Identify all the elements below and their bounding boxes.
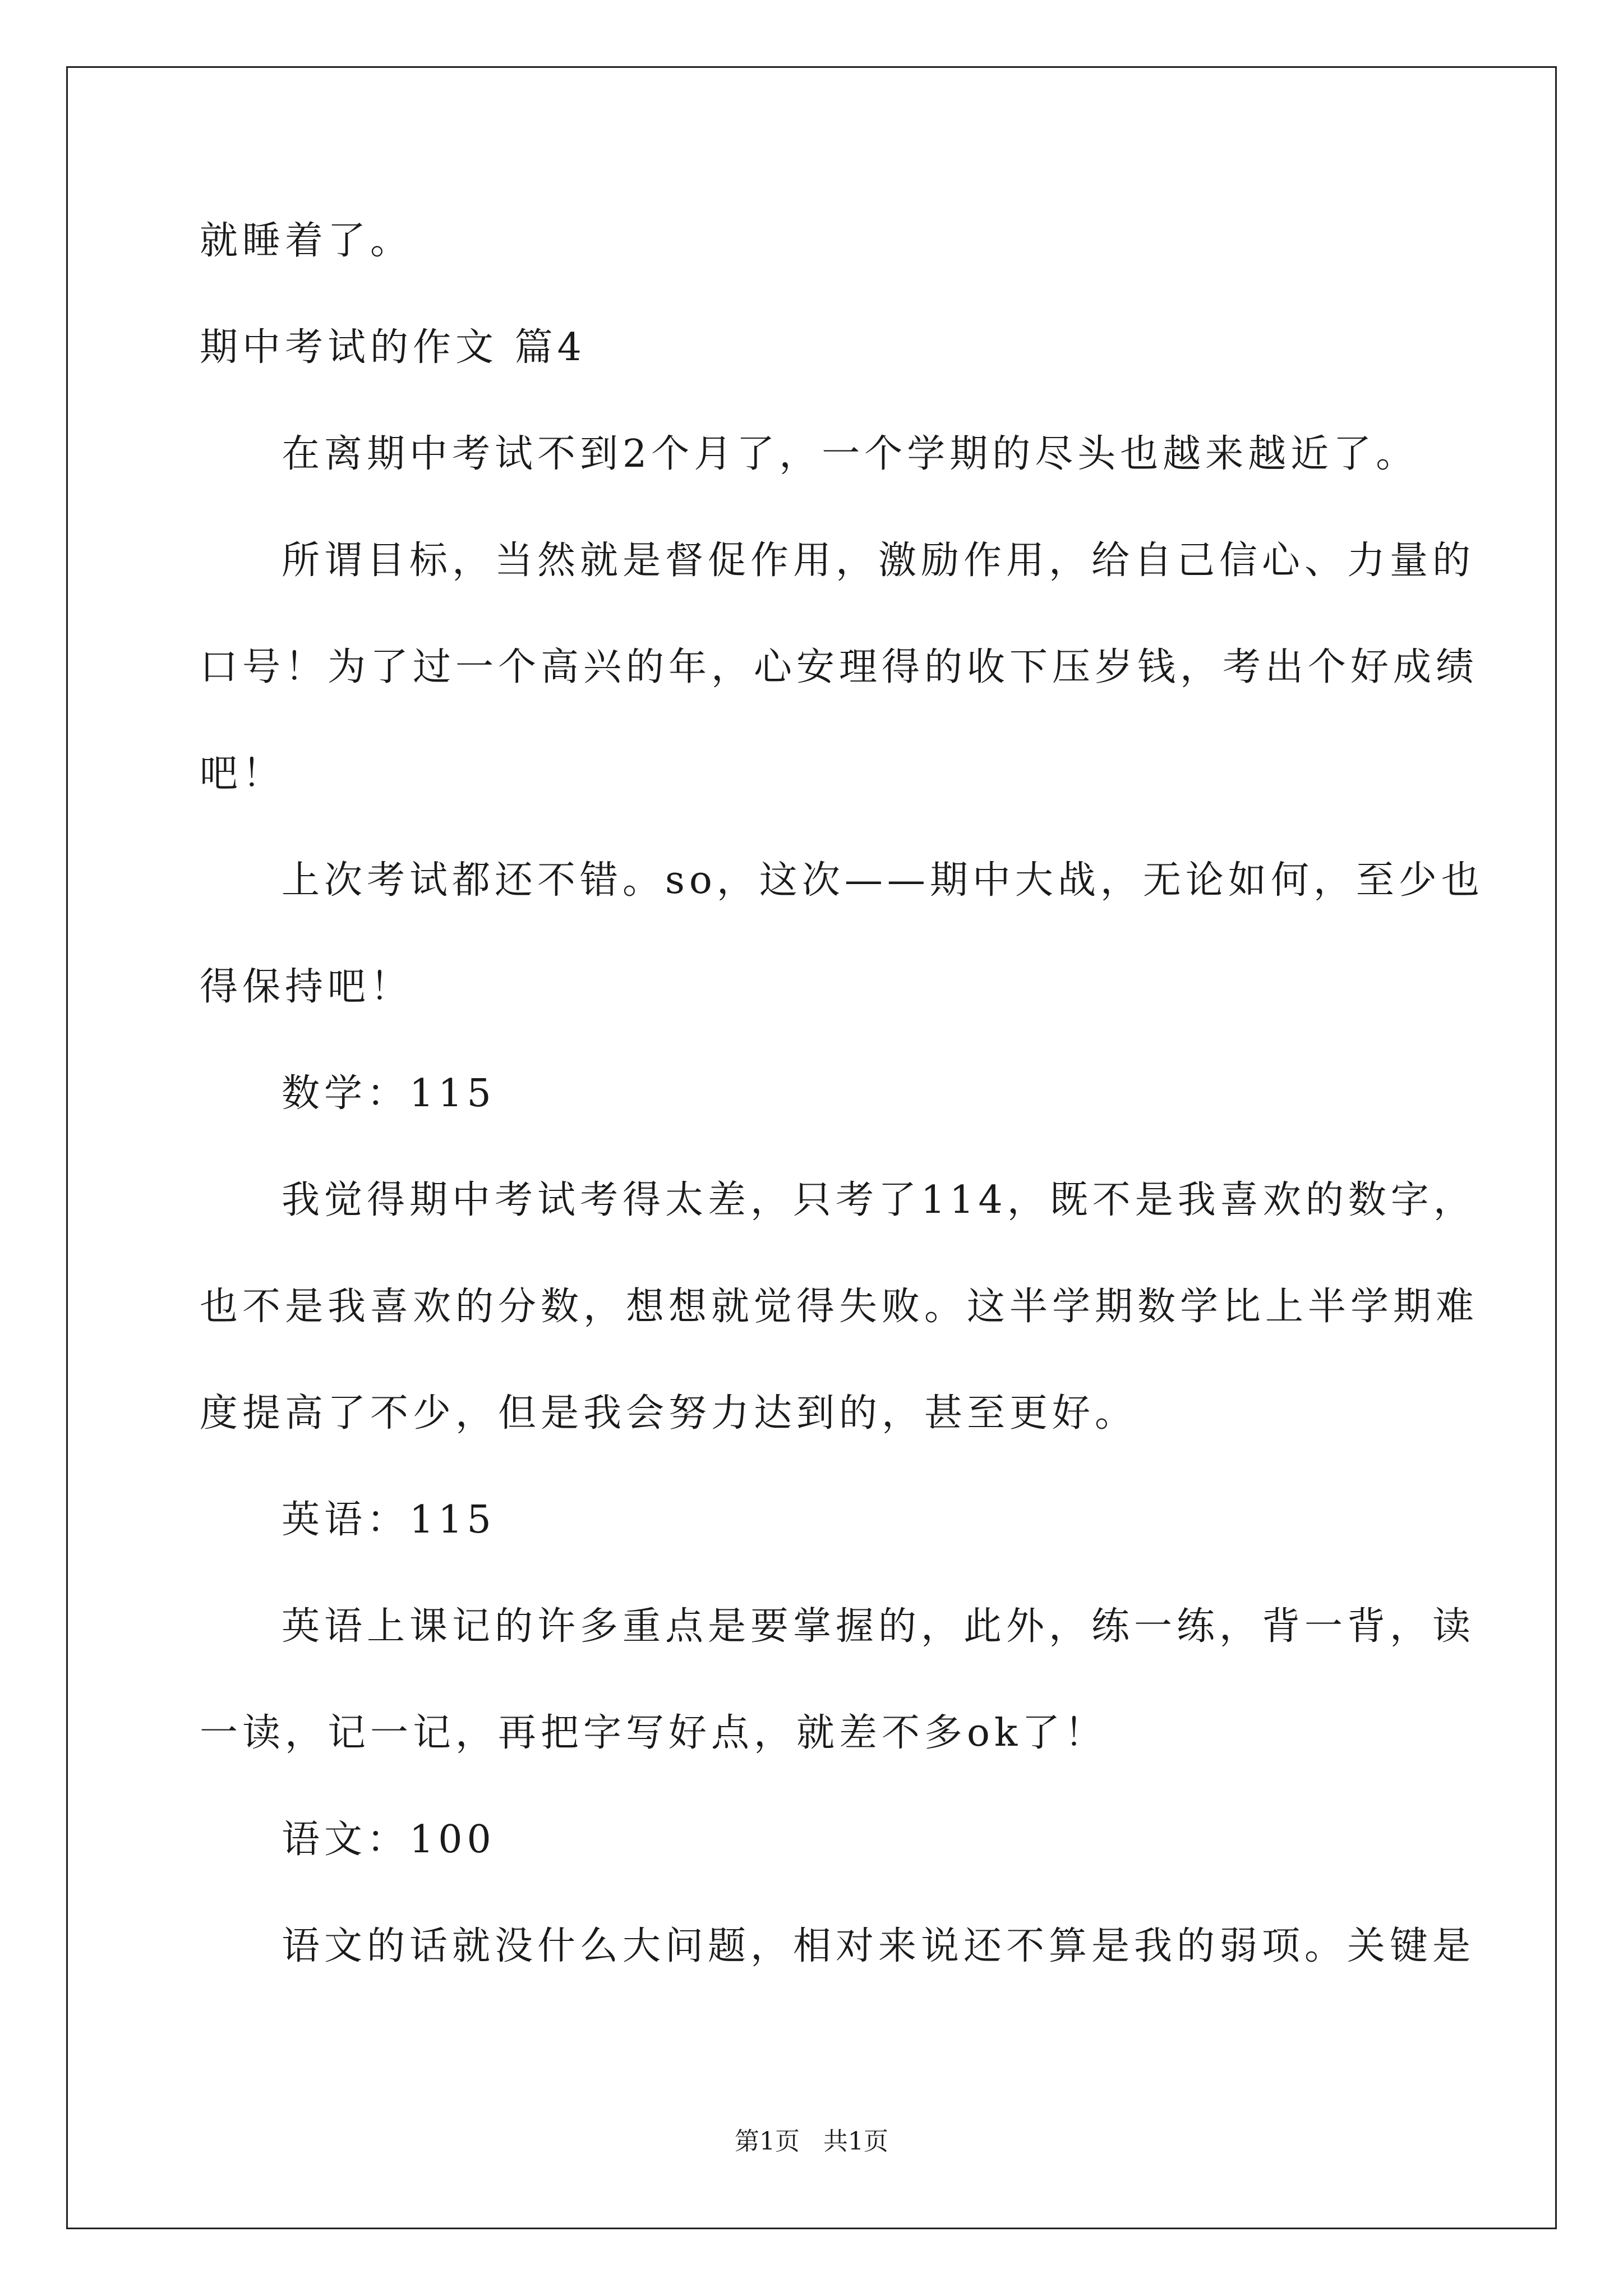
subject-score: 语文：100 (282, 1818, 496, 1862)
text-line: 上次考试都还不错。so，这次——期中大战，无论如何，至少也 (282, 858, 1484, 903)
text-line: 度提高了不少，但是我会努力达到的，甚至更好。 (200, 1391, 1138, 1435)
text-line: 口号！为了过一个高兴的年，心安理得的收下压岁钱，考出个好成绩 (200, 645, 1479, 689)
text-line: 就睡着了。 (200, 219, 413, 263)
page-border (66, 66, 1557, 2229)
text-line: 所谓目标，当然就是督促作用，激励作用，给自己信心、力量的 (282, 539, 1476, 583)
page-current: 第1页 (735, 2127, 800, 2156)
text-line: 在离期中考试不到2个月了，一个学期的尽头也越来越近了。 (282, 432, 1419, 476)
text-line: 我觉得期中考试考得太差，只考了114，既不是我喜欢的数字， (282, 1178, 1476, 1222)
page-total: 共1页 (823, 2127, 888, 2156)
subject-score: 英语：115 (282, 1498, 496, 1542)
text-line: 得保持吧！ (200, 965, 413, 1009)
section-heading: 期中考试的作文 篇4 (200, 325, 586, 370)
text-line: 英语上课记的许多重点是要掌握的，此外，练一练，背一背，读 (282, 1604, 1476, 1649)
text-line: 吧！ (200, 752, 285, 796)
page-footer (0, 2126, 1623, 2157)
subject-score: 数学：115 (282, 1071, 496, 1116)
text-line: 一读，记一记，再把字写好点，就差不多ok了！ (200, 1711, 1108, 1755)
text-line: 也不是我喜欢的分数，想想就觉得失败。这半学期数学比上半学期难 (200, 1285, 1479, 1329)
text-line: 语文的话就没什么大问题，相对来说还不算是我的弱项。关键是 (282, 1924, 1476, 1968)
